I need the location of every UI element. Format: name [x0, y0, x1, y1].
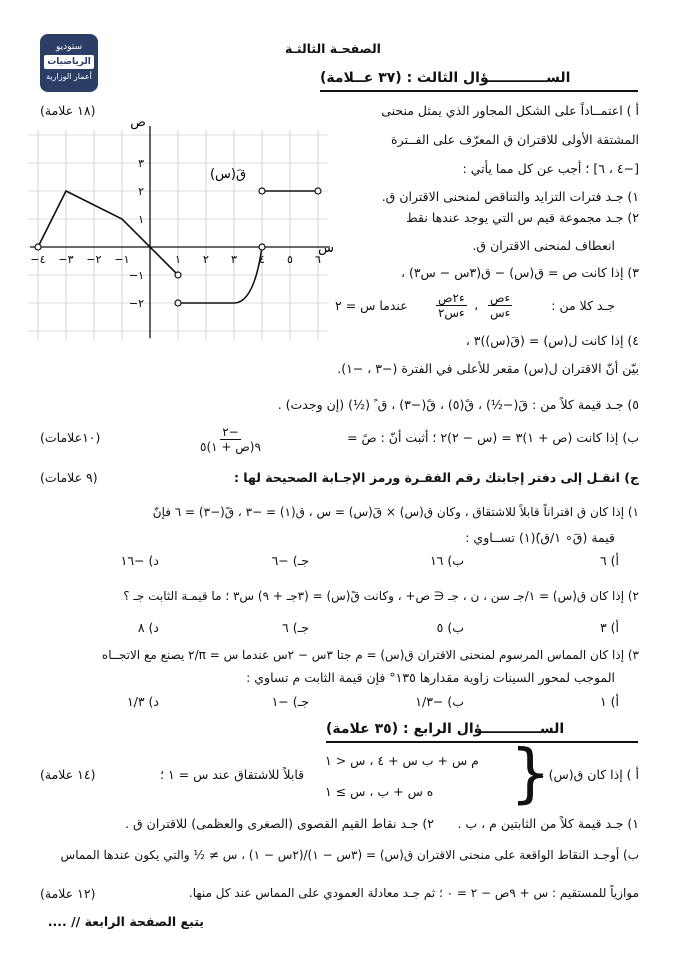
curve-label: قَ(س) — [209, 167, 247, 182]
mcq-2-stem: ٢) إذا كان ق(س) = ١/جـ سن ، ن ، جـ ∈ ص+ ، وكانت قً(س) = (٣جـ + ٩) س٣ ؛ ما قيمـة الثابت جـ ؟ — [123, 589, 639, 603]
q4b-line-2: موازياً للمستقيم : س + ٩ص − ٢ = ٠ ؛ ثم جـد معادلة العمودي على المماس عند كل منها. — [188, 886, 639, 900]
q4a-intro: أ ) إذا كان ق(س) = — [534, 767, 639, 782]
q3a-intro-3: [−٤ ، ٦] ؛ أجب عن كل مما يأتي : — [462, 161, 639, 176]
q3a-item-3b-pre: جـد كلا من : — [551, 298, 615, 313]
x-tick: ٤ — [259, 253, 265, 266]
footer-continue: يتبع الصفحة الرابعة // .... — [47, 914, 204, 929]
q4-heading-underline — [326, 741, 638, 743]
q4a-marks: (١٤ علامة) — [40, 767, 96, 782]
q3b-marks: (١٠علامات) — [40, 430, 101, 445]
q3a-item-3b-post: عندما س = ٢ — [335, 298, 408, 313]
q4a-item-1: ١) جـد قيمة كلاً من الثابتين م ، ب . — [457, 816, 639, 831]
x-tick: ١ — [175, 253, 181, 266]
q3a-item-4b: بيّن أنّ الاقتران ل(س) مقعر للأعلى في الفترة (−٣ ، −١). — [337, 361, 639, 376]
fraction-d2y-dx2: ء٢ص ءس٢ — [437, 291, 465, 320]
x-tick: ٢ — [203, 253, 209, 266]
q4a-case-2: ه س + ب ، س ≥ ١ — [325, 784, 434, 799]
q4a-condition: قابلاً للاشتقاق عند س = ١ ؛ — [160, 767, 305, 782]
q3c-marks: (٩ علامات) — [40, 470, 98, 485]
mcq-3-option-d: د) ١/٣ — [126, 694, 159, 709]
derivative-graph — [28, 120, 338, 350]
mcq-3-option-b: ب) −١/٣ — [415, 694, 464, 709]
fraction-dy-dx: ءص ءس — [489, 291, 511, 320]
q3a-intro-2: المشتقة الأولى للاقتران ق المعرّف على الفــترة — [391, 132, 639, 147]
q3a-item-2b: انعطاف لمنحنى الاقتران ق. — [472, 238, 615, 253]
q3a-item-3a: ٣) إذا كانت ص = ق(س) − ق(٣س − س٣) ، — [400, 265, 639, 280]
q4a-case-1: م س + ب س + ٤ ، س < ١ — [325, 753, 479, 768]
graph-grid — [28, 130, 328, 340]
publisher-logo: ستوديو الرياضيات أعمار الوزارية — [40, 34, 98, 92]
q3c-instruction: ج) انقـل إلى دفتر إجابتك رقم الفقـرة ورمز الإجـابة الصحيحة لها : — [233, 470, 639, 485]
y-tick: −١ — [128, 269, 144, 282]
mcq-2-option-d: د) ٨ — [137, 620, 159, 635]
mcq-1-option-b: ب) ١٦ — [429, 553, 464, 568]
mcq-2-option-b: ب) ٥ — [436, 620, 464, 635]
page-title: الصفحـة الثالثـة — [285, 41, 381, 56]
x-axis-label: س — [318, 241, 334, 256]
x-tick: −٢ — [86, 253, 102, 266]
x-tick: −٤ — [30, 253, 46, 266]
x-tick: ٣ — [231, 253, 237, 266]
mcq-3-option-c: جـ) −١ — [271, 694, 309, 709]
q4b-marks: (١٢ علامة) — [40, 886, 96, 901]
mcq-3-stem-2: الموجب لمحور السينات زاوية مقدارها ١٣٥° فإن قيمة الثابت م تساوي : — [246, 670, 615, 685]
y-tick: ٢ — [138, 185, 144, 198]
x-tick: −٣ — [58, 253, 74, 266]
x-tick: ٥ — [287, 253, 293, 266]
q3b-fraction: −٢ ٩(ص + ١)٥ — [200, 425, 261, 454]
mcq-3-option-a: أ) ١ — [599, 694, 619, 709]
x-tick: −١ — [114, 253, 130, 266]
q3a-item-4: ٤) إذا كانت ل(س) = (قَ(س))٣ ، — [465, 333, 639, 348]
x-tick-labels — [30, 253, 321, 266]
q4a-item-2: ٢) جـد نقاط القيم القصوى (الصغرى والعظمى) للاقتران ق . — [125, 816, 434, 831]
mcq-1-stem-2: قيمة (قَ∘ ١/ق)َ(١) تســاوي : — [465, 530, 615, 545]
mcq-3-stem: ٣) إذا كان المماس المرسوم لمنحنى الاقتران ق(س) = م جتا ٣س − ٢س عندما س = π/٢ يصنع مع الاتجــاه — [101, 648, 639, 662]
y-tick: ٣ — [138, 157, 144, 170]
q4-heading: الســــــــــــؤال الرابع : (٣٥ علامة) — [326, 721, 565, 737]
q3-heading: الســــــــــــؤال الثالث : (٣٧ عــلامة) — [320, 70, 571, 86]
q3a-item-5: ٥) جـد قيمة كلاً من : قَ(−½) ، قً(٥) ، قً(−٣) ، ق ً (½) (إن وجدت) . — [277, 397, 639, 412]
q4b-line-1: ب) أوجـد النقاط الواقعة على منحنى الاقتران ق(س) = (٣س − ١)/(٢س − ١) ، س ≠ ½ والتي يكون عندها المماس — [60, 848, 639, 862]
y-tick: −٢ — [128, 297, 144, 310]
mcq-2-option-c: جـ) ٦ — [282, 620, 309, 635]
y-tick: ١ — [138, 213, 144, 226]
q3a-item-1: ١) جـد فترات التزايد والتناقص لمنحنى الاقتران ق. — [381, 189, 639, 204]
piecewise-brace: } — [510, 737, 551, 811]
q3a-item-2a: ٢) جـد مجموعة قيم س التي يوجد عندها نقط — [406, 210, 639, 225]
mcq-1-option-a: أ) ٦ — [599, 553, 619, 568]
mcq-1-stem: ١) إذا كان ق اقتراناً قابلاً للاشتقاق ، وكان ق(س) × قَ(س) = س ، ق(١) = −٣ ، قً(−٣) = ٦ فإنّ — [152, 505, 639, 519]
mcq-1-option-d: د) −١٦ — [120, 553, 159, 568]
x-tick: ٦ — [315, 253, 321, 266]
q3a-marks: (١٨ علامة) — [40, 103, 96, 118]
comma: ، — [474, 298, 479, 313]
mcq-2-option-a: أ) ٣ — [599, 620, 619, 635]
y-axis-label: ص — [130, 120, 146, 130]
q3a-intro-1: أ ) اعتمــاداً على الشكل المجاور الذي يمثل منحنى — [381, 103, 639, 118]
q3-heading-underline — [320, 90, 638, 92]
mcq-1-option-c: جـ) −٦ — [271, 553, 309, 568]
q3b-text: ب) إذا كانت (ص + ١)٣ = (س − ٢)٢ ؛ أثبت أنّ : صً = — [347, 430, 639, 445]
